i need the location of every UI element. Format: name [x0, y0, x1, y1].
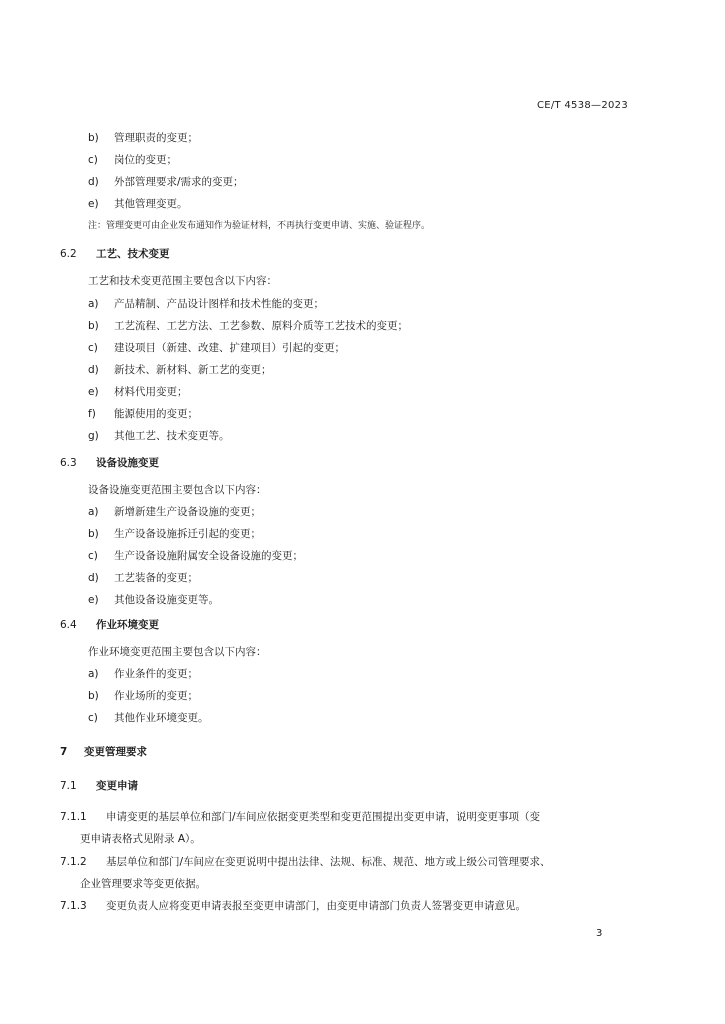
clause-7-1-1-continued: 更申请表格式见附录 A）。	[80, 833, 201, 845]
section-heading-7-1: 7.1 变更申请	[60, 780, 138, 792]
list-item: d) 外部管理要求/需求的变更；	[88, 176, 244, 188]
list-item: f) 能源使用的变更；	[88, 408, 198, 420]
clause-7-1-3: 7.1.3 变更负责人应将变更申请表报至变更申请部门，由变更申请部门负责人签署变更申请意见。	[60, 900, 526, 912]
list-item: d) 工艺装备的变更；	[88, 572, 198, 584]
clause-7-1-1: 7.1.1 申请变更的基层单位和部门/车间应依据变更类型和变更范围提出变更申请，说明变更事项（变	[60, 811, 541, 823]
page-number: 3	[596, 928, 603, 939]
clause-7-1-2-continued: 企业管理要求等变更依据。	[80, 878, 206, 890]
clause-7-1-2: 7.1.2 基层单位和部门/车间应在变更说明中提出法律、法规、标准、规范、地方或上级公司管理要求、	[60, 856, 551, 868]
header-standard-code: CE/T 4538—2023	[536, 100, 628, 111]
section-heading-6-3: 6.3 设备设施变更	[60, 457, 159, 469]
list-item: b) 工艺流程、工艺方法、工艺参数、原料介质等工艺技术的变更；	[88, 320, 408, 332]
list-item: a) 作业条件的变更；	[88, 668, 198, 680]
list-item: c) 生产设备设施附属安全设备设施的变更；	[88, 550, 303, 562]
section-heading-6-4: 6.4 作业环境变更	[60, 619, 159, 631]
list-item: d) 新技术、新材料、新工艺的变更；	[88, 364, 272, 376]
section-heading-6-2: 6.2 工艺、技术变更	[60, 248, 170, 260]
list-item: e) 其他设备设施变更等。	[88, 594, 219, 606]
list-item: c) 岗位的变更；	[88, 154, 177, 166]
list-item: c) 其他作业环境变更。	[88, 712, 209, 724]
note-text: 注：管理变更可由企业发布通知作为验证材料，不再执行变更申请、实施、验证程序。	[88, 221, 431, 231]
list-item: a) 新增新建生产设备设施的变更；	[88, 506, 261, 518]
list-item: b) 管理职责的变更；	[88, 132, 198, 144]
section-heading-7: 7 变更管理要求	[60, 746, 147, 758]
section-intro: 作业环境变更范围主要包含以下内容：	[88, 646, 267, 658]
list-item: b) 生产设备设施拆迁引起的变更；	[88, 528, 261, 540]
list-item: a) 产品精制、产品设计图样和技术性能的变更；	[88, 298, 324, 310]
list-item: g) 其他工艺、技术变更等。	[88, 430, 230, 442]
list-item: e) 材料代用变更；	[88, 386, 188, 398]
list-item: c) 建设项目（新建、改建、扩建项目）引起的变更；	[88, 342, 345, 354]
section-intro: 设备设施变更范围主要包含以下内容：	[88, 484, 267, 496]
list-item: b) 作业场所的变更；	[88, 690, 198, 702]
list-item: e) 其他管理变更。	[88, 198, 188, 210]
section-intro: 工艺和技术变更范围主要包含以下内容：	[88, 275, 277, 287]
